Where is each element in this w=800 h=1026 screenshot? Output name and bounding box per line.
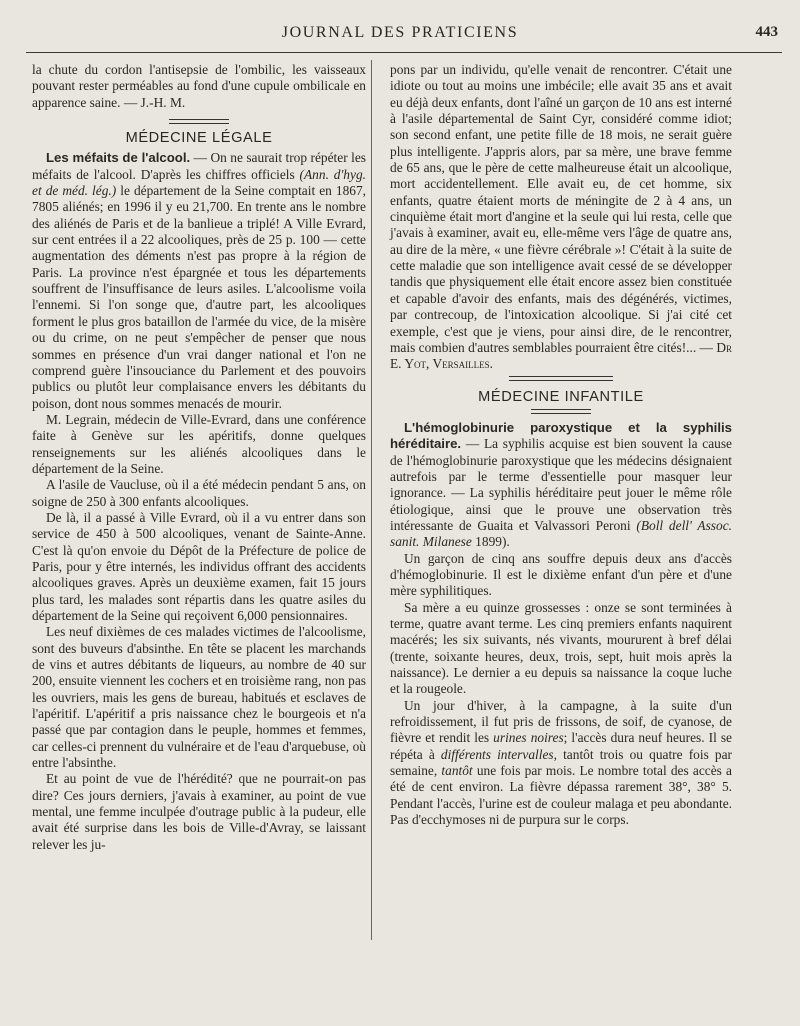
citation: (Ann. d'hyg. et de méd. lég.) — [32, 166, 366, 199]
text-run: Un jour d'hiver, à la campagne, à la suite d'un refroidissement, il fut pris de frissons, de soif, de cyanose, de fièvre et rendit les — [390, 697, 732, 746]
column-divider — [371, 60, 372, 940]
text-run: 1899). — [471, 534, 510, 550]
emphasis: tantôt — [441, 763, 473, 779]
section-medecine-legale — [32, 119, 366, 146]
emphasis: urines noires — [493, 730, 564, 746]
left-paragraph-4: De là, il a passé à Ville Evrard, où il a vu entrer dans son service de 450 à 500 alcooliques, venant de Sainte-Anne. C'est là qu'on envoie du Dépôt de la Préfecture de police de Paris, pour y être internés, les individus offrant des accidents alcooliques graves. Après un deuxième examen, fait 15 jours plus tard, les malades sont répartis dans les quatre asiles du département de la Seine qui reçoivent 6,000 pensionnaires. — [32, 509, 366, 623]
section-ornament — [169, 119, 229, 124]
section-medecine-infantile — [390, 389, 732, 414]
text-run: — On ne saurait trop répéter les méfaits de l'alcool. D'après les chiffres officiels — [32, 150, 366, 182]
text-run: une fois par mois. Le nombre total des accès a été de cent environ. La fièvre dépassa rarement 38°, 38° 5. Pendant l'accès, l'urine est de couleur malaga et peu abondante. Pas d'ecchymoses ni de purpura sur le corps. — [390, 763, 732, 828]
emphasis: différents intervalles — [440, 746, 554, 762]
left-paragraph-1 — [32, 150, 366, 412]
text-run: pons par un individu, qu'elle venait de rencontrer. C'était une idiote ou tout au moins une imbécile; elle avait 35 ans et avait eu déjà deux enfants, dont l'aîné un garçon de 10 ans est interné à l'asile départemental de Saint Cyr, considéré comme idiot; son second enfant, une petite fille de 18 mois, ne serait guère plus intelligente. J'appris alors, par sa mère, une brave femme de 65 ans, que le père de cette malheureuse était un alcoolique, mort accidentellement. Elle avait eu, de cet homme, six enfants, quatre étaient morts de méningite de 2 à 4 ans, un cinquième était mort d'angine et la seule qui lui resta, celle que j'avais à examiner, avait eu, elle-même vers l'âge de quatre ans, au dire de la mère, « une fièvre cérébrale »! C'était à la suite de cette maladie que son intelligence avait cessé de se développer tandis que physiquement elle était encore assez bien constituée et capable d'avoir des enfants, mais des dégénérés, victimes, par contrecoup, de l'intoxication alcoolique. Si j'ai cité cet exemple, c'est que je viens, pour ainsi dire, de le rencontrer, mais combien d'autres semblables pourraient être cités!... — — [390, 62, 732, 355]
right-paragraph-2: Un garçon de cinq ans souffre depuis deux ans d'accès d'hémoglobinurie. Il est le dixième enfant d'un père et d'une mère syphilitiques. — [390, 550, 732, 599]
right-column — [390, 62, 732, 828]
separator-rule — [509, 376, 613, 381]
text-run: , tantôt trois ou quatre fois par semaine, — [390, 746, 732, 779]
left-paragraph-3: A l'asile de Vaucluse, où il a été médecin pendant 5 ans, on soigne de 250 à 300 enfants alcooliques. — [32, 477, 366, 509]
running-header — [0, 24, 800, 46]
right-paragraph-0 — [390, 62, 732, 373]
section-title: MÉDECINE INFANTILE — [478, 388, 644, 405]
left-paragraph-0: la chute du cordon l'antisepsie de l'ombilic, les vaisseaux pouvant rester perméables au fond d'une cupule ombilicale en apparence saine. — J.-H. M. — [32, 62, 366, 110]
article-heading: L'hémoglobinurie paroxystique et la syphilis héréditaire. — [390, 419, 732, 452]
journal-title: JOURNAL DES PRATICIENS — [281, 24, 519, 41]
header-rule — [26, 52, 782, 53]
right-paragraph-1 — [390, 420, 732, 551]
left-paragraph-6: Et au point de vue de l'hérédité? que ne pourrait-on pas dire? Ces jours derniers, j'avais à examiner, au point de vue mental, une femme inculpée d'outrage public à la pudeur, elle avait été surprise dans les bois de Ville-d'Avray, se laissant relever les ju- — [32, 771, 366, 852]
text-run: ; l'accès dura neuf heures. Il se répéta à — [390, 730, 732, 762]
text-run: — La syphilis acquise est bien souvent la cause de l'hémoglobinurie paroxystique que les médecins désignaient autrefois par le terme d'essentielle pour masquer leur ignorance. — La syphilis héréditaire peut jouer le même rôle étiologique, ainsi que le prouve une observation très intéressante de Guaita et Valvassori Peroni — [390, 436, 732, 533]
left-column — [32, 62, 366, 853]
signature: Dr E. Yot, Versailles. — [390, 339, 732, 372]
page-number: 443 — [755, 24, 778, 40]
text-run: le département de la Seine comptait en 1867, 7805 aliénés; en 1996 il y eu 21,700. En trente ans le nombre des aliénés de Paris et de la banlieue a triplé! A Ville Evrard, sur cent entrées il a 22 alcooliques, près de 25 p. 100 — cette augmentation des déments n'est pas propre à la région de Paris. La province n'est épargnée et tous les départements souffrent de l'insuffisance de leurs asiles. L'alcoolisme voila l'ennemi. Si l'on songe que, d'autre part, les alcooliques forment le plus gros bataillon de l'armée du vice, de la misère ou du crime, on ne peut s'empêcher de penser que nous sommes en présence d'un vrai danger national et l'on ne comprend guère l'insouciance du Parlement et des pouvoirs publics ou plutôt leur complaisance envers les débitants du poison, dont nous sommes menacés de mourir. — [32, 183, 367, 411]
right-paragraph-3: Sa mère a eu quinze grossesses : onze se sont terminées à terme, quatre avant terme. Les cinq premiers enfants naquirent macérés; les six suivants, nés vivants, moururent à bref délai (trente, soixante heures, deux, trois, sept, huit mois après la naissance). Le dernier a eu depuis sa naissance la coque luche et la rougeole. — [390, 599, 732, 697]
article-heading: Les méfaits de l'alcool. — [46, 150, 191, 166]
section-ornament — [531, 409, 591, 414]
left-paragraph-2: M. Legrain, médecin de Ville-Evrard, dans une conférence faite à Genève sur les apéritifs, donne quelques renseignements sur les aliénés alcooliques dans le département de la Seine. — [32, 411, 366, 476]
citation: (Boll dell' Assoc. sanit. Milanese — [390, 517, 732, 550]
section-title: MÉDECINE LÉGALE — [125, 130, 273, 147]
left-paragraph-5: Les neuf dixièmes de ces malades victimes de l'alcoolisme, sont des buveurs d'absinthe. En tête se placent les marchands de vins et autres débitants de liqueurs, au nombre de 40 sur 200, ensuite viennent les cochers et en troisième rang, non pas les ouvriers, mais les gens de bureau, habitués et esclaves de l'apéritif. L'apéritif a pris naissance chez le bourgeois et n'a passé que par contagion dans le peuple, hommes et femmes, car celles-ci prennent du vulnéraire et de l'eau d'arquebuse, où entre l'absinthe. — [32, 624, 366, 771]
right-paragraph-4 — [390, 698, 732, 829]
